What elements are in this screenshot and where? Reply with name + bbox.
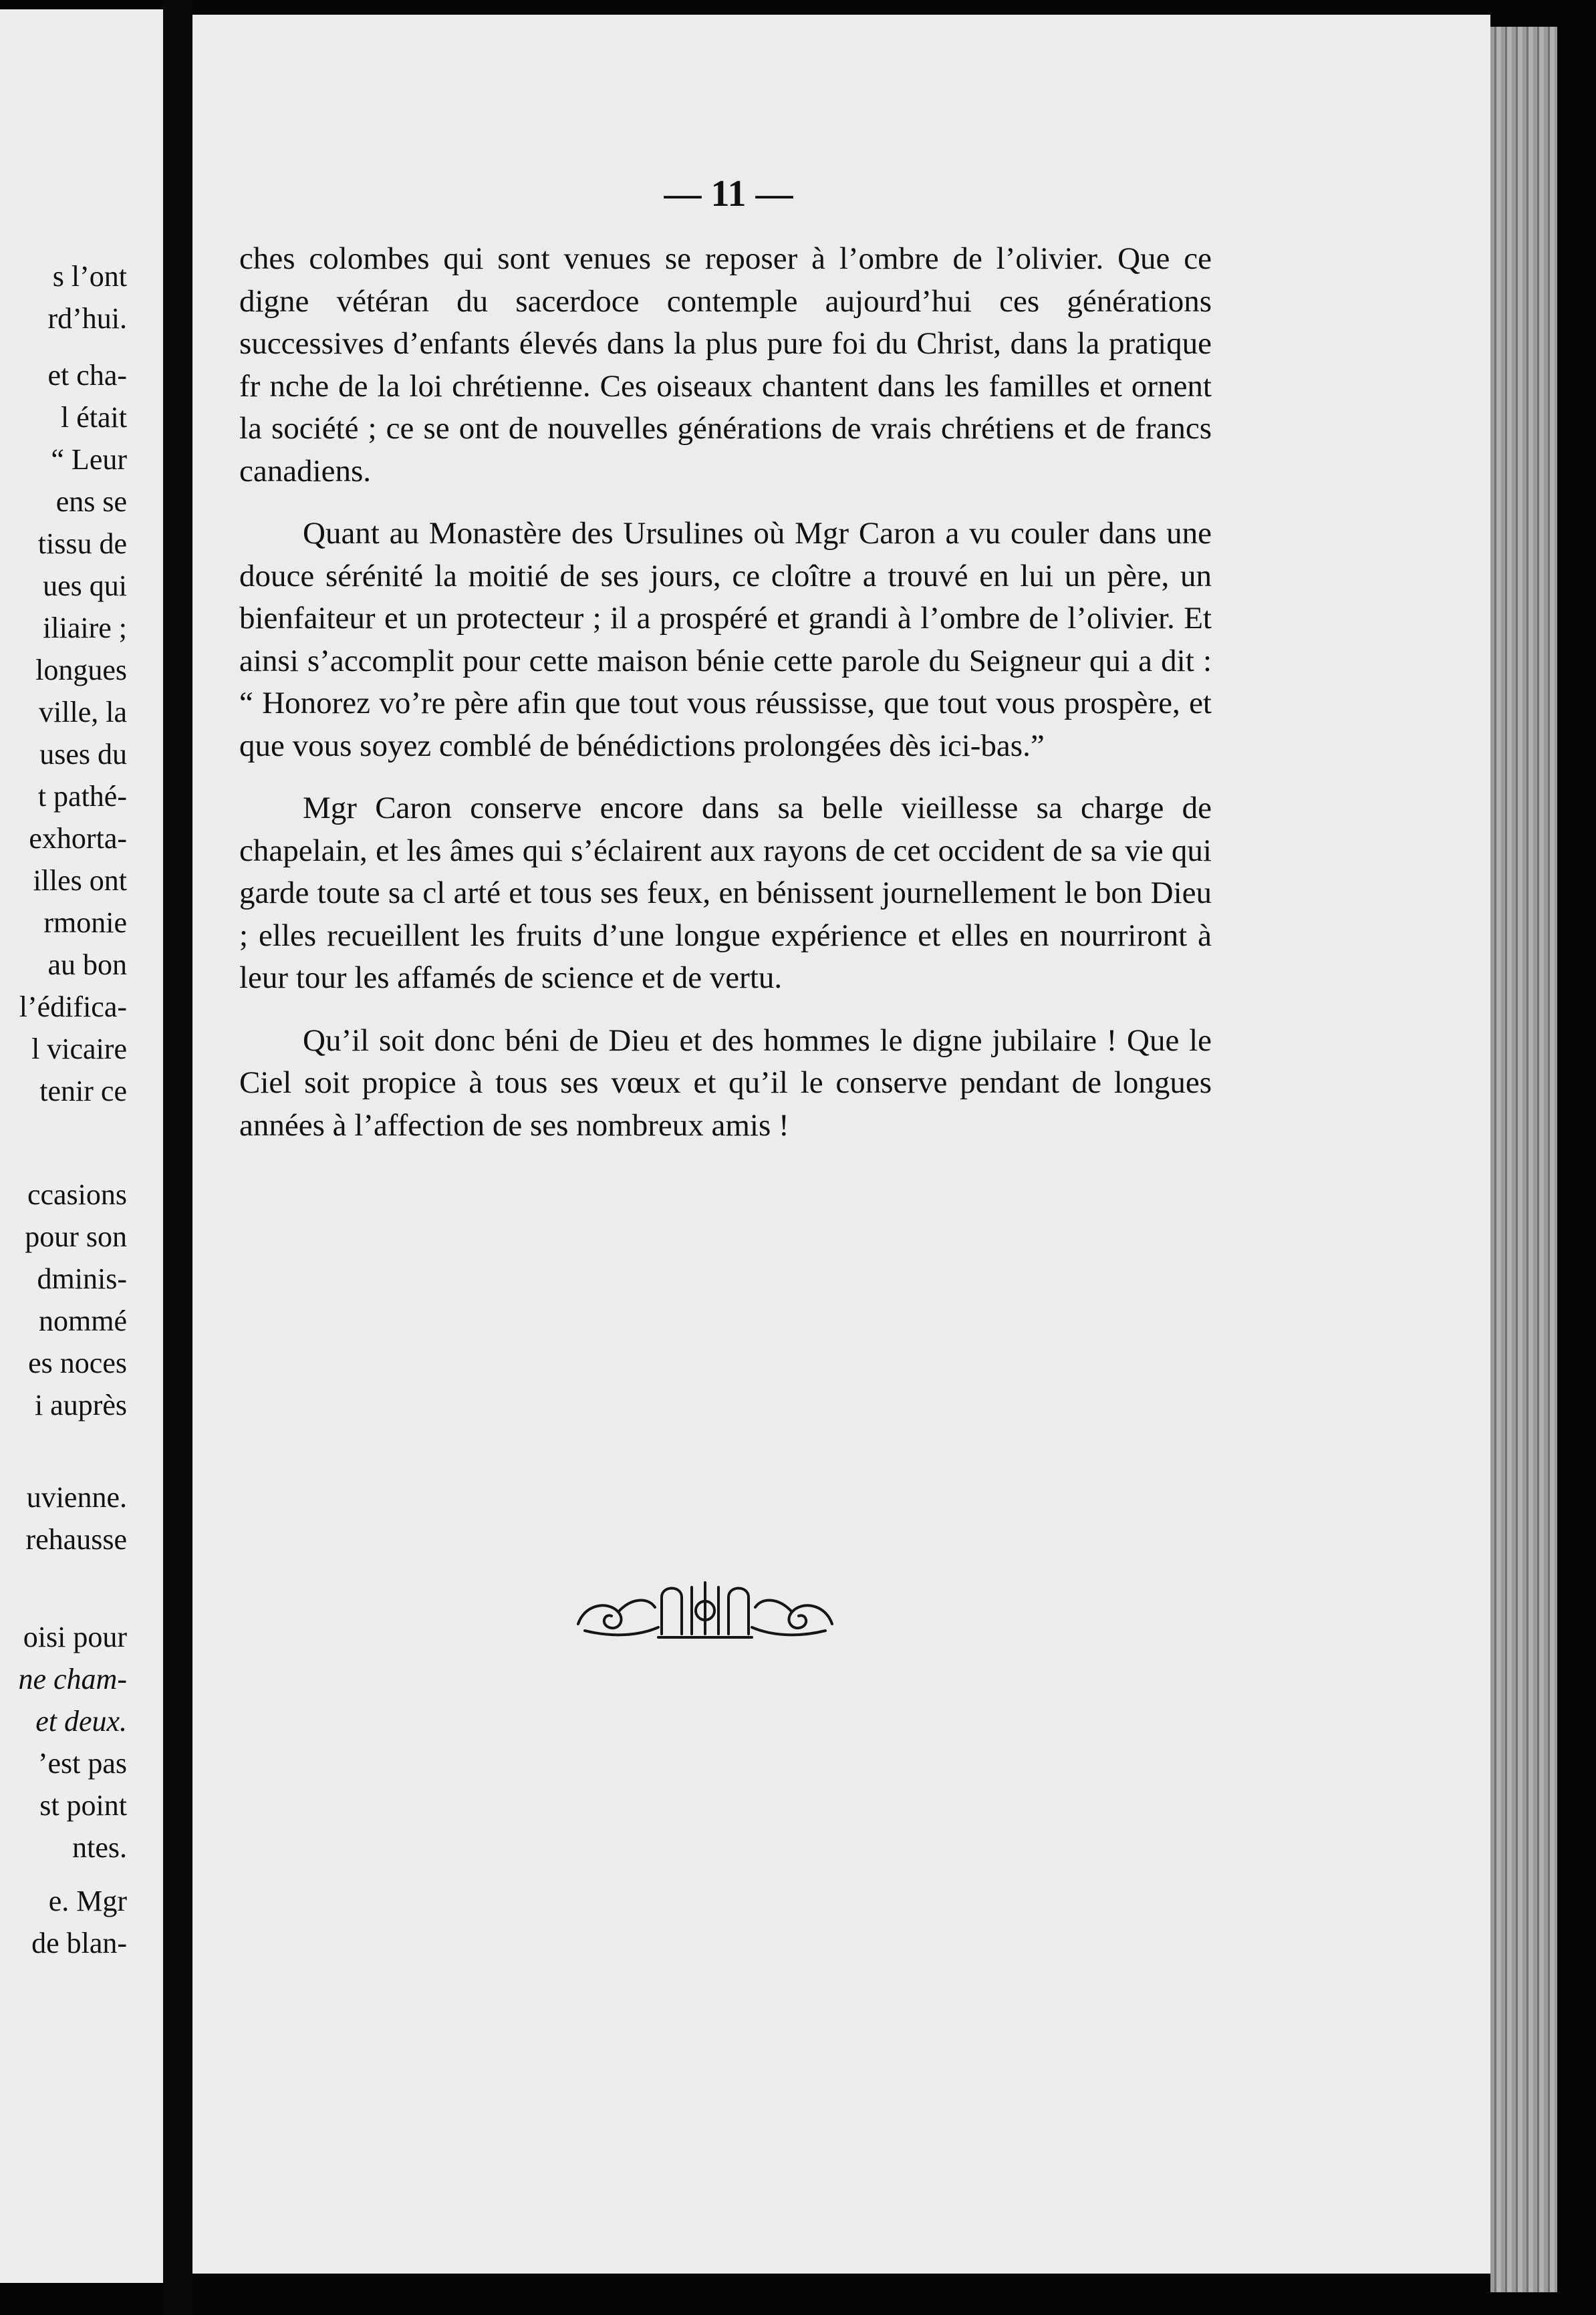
facing-line: rd’hui. (47, 302, 127, 335)
facing-line: s l’ont (52, 260, 127, 293)
facing-line: de blan- (31, 1927, 127, 1959)
facing-line: ’est pas (37, 1747, 127, 1780)
facing-line: l vicaire (31, 1033, 127, 1065)
facing-line: e. Mgr (48, 1885, 127, 1917)
facing-line: uses du (39, 738, 127, 771)
facing-line: i auprès (34, 1389, 127, 1421)
facing-line: es noces (28, 1347, 127, 1379)
facing-line: et cha- (47, 359, 127, 392)
facing-line: ens se (55, 485, 127, 518)
facing-line: ues qui (43, 569, 127, 602)
facing-line: “ Leur (51, 443, 127, 476)
page-number: — 11 — (664, 173, 793, 215)
facing-line: pour son (25, 1220, 127, 1253)
book-gutter (163, 0, 192, 2315)
facing-line: ville, la (39, 696, 127, 728)
facing-line: uvienne. (26, 1481, 127, 1514)
facing-line: tissu de (37, 527, 127, 560)
facing-line: au bon (47, 948, 127, 981)
facing-line: iliaire ; (43, 611, 127, 644)
facing-line: longues (35, 654, 127, 686)
facing-line: rehausse (25, 1523, 127, 1556)
facing-line: st point (39, 1789, 127, 1822)
facing-line: ntes. (72, 1831, 127, 1864)
facing-line: l était (61, 401, 127, 434)
facing-line: rmonie (43, 906, 127, 939)
page-edge (1490, 27, 1557, 2292)
facing-line: ccasions (27, 1178, 127, 1211)
facing-line: ne cham- (18, 1663, 127, 1695)
paragraph: ches colombes qui sont venues se reposer à l’ombre de l’olivier. Que ce digne vétéran du sacerdoce contemple aujourd’hui ces générations successives d’enfants élevés dans la plus pure foi du Christ, dans la pratique fr nche de la loi chrétienne. Ces oiseaux chantent dans les familles et ornent la société ; ce se ont de nouvelles générations de vrais chrétiens et de francs canadiens. (239, 241, 1212, 489)
facing-line: oisi pour (23, 1621, 127, 1653)
facing-line: l’édifica- (19, 990, 127, 1023)
facing-line: tenir ce (39, 1075, 127, 1107)
facing-line: et deux. (35, 1705, 127, 1738)
paragraph: Mgr Caron conserve encore dans sa belle vieillesse sa charge de chapelain, et les âmes qui s’éclairent aux rayons de cet occident de sa vie qui garde toute sa cl arté et tous ses feux, en bénissent journellement le bon Dieu ; elles recueillent les fruits d’une longue expérience et elles en nourriront à leur tour les affamés de science et de vertu. (239, 791, 1212, 995)
body-text (239, 238, 1212, 1167)
facing-page (0, 9, 163, 2283)
paragraph: Qu’il soit donc béni de Dieu et des hommes le digne jubilaire ! Que le Ciel soit propice à tous ses vœux et qu’il le conserve pendant de longues années à l’affection de ses nombreux amis ! (239, 1023, 1212, 1143)
facing-line: nommé (39, 1305, 127, 1337)
facing-line: illes ont (33, 864, 127, 897)
facing-line: exhorta- (29, 822, 127, 855)
facing-line: dminis- (37, 1262, 127, 1295)
facing-line: t pathé- (37, 780, 127, 813)
ornament-icon (571, 1571, 839, 1651)
paragraph: Quant au Monastère des Ursulines où Mgr Caron a vu couler dans une douce sérénité la moitié de ses jours, ce cloître a trouvé en lui un père, un bienfaiteur et un protecteur ; il a prospéré et grandi à l’ombre de l’olivier. Et ainsi s’accomplit pour cette maison bénie cette parole du Seigneur qui a dit : “ Honorez vo’re père afin que tout vous réussisse, que tout vous prospère, et que vous soyez comblé de bénédictions prolongées dès ici-bas.” (239, 516, 1212, 763)
